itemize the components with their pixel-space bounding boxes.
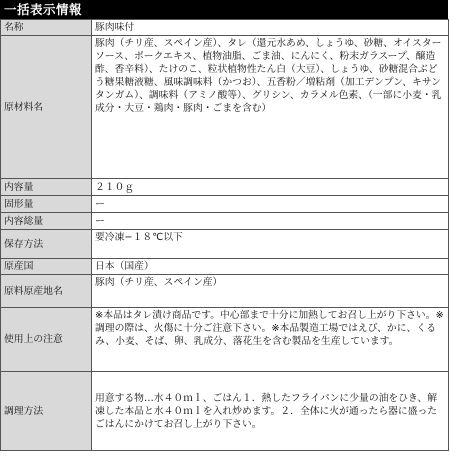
label-info-table xyxy=(0,19,449,451)
table-row-net-content xyxy=(1,179,449,196)
caution-text: ※本品はタレ漬け商品です。中心部まで十分に加熱してお召し上がり下さい。※調理の際は、火傷に十分ご注意下さい。※本品製造工場ではえび、かに、くるみ、小麦、そば、卵、乳成分、落花生を含む製品を生産しています。 xyxy=(95,310,444,347)
table-row-storage xyxy=(1,230,449,259)
row-label-cooking: 調理方法 xyxy=(1,372,92,451)
row-value-raw-origin: 豚肉（チリ産、スペイン産） xyxy=(92,275,449,308)
row-label-net-content: 内容量 xyxy=(1,179,92,196)
row-value-caution xyxy=(92,308,449,372)
cooking-text: 用意する物…水４０ｍｌ、ごはん１．熱したフライパンに少量の油をひき、解凍した本品と水４０ｍｌを入れ炒めます。２．全体に火が通ったら器に盛ったごはんにかけてお召し上がり下さい。 xyxy=(95,392,438,430)
table-row-total-content xyxy=(1,213,449,230)
row-value-net-content: ２１０ｇ xyxy=(92,179,449,196)
row-value-name: 豚肉味付 xyxy=(92,20,449,36)
row-label-storage: 保存方法 xyxy=(1,230,92,259)
table-row-country xyxy=(1,259,449,275)
row-value-total-content: ー xyxy=(92,213,449,230)
row-label-caution: 使用上の注意 xyxy=(1,308,92,372)
row-value-cooking xyxy=(92,372,449,451)
row-label-name: 名称 xyxy=(1,20,92,36)
row-label-raw-origin: 原料原産地名 xyxy=(1,275,92,308)
row-label-country: 原産国 xyxy=(1,259,92,275)
row-label-solid-content: 固形量 xyxy=(1,196,92,213)
ingredients-text: 豚肉（チリ産、スペイン産）、タレ（還元水あめ、しょうゆ、砂糖、オイスターソース、ポークエキス、植物油脂、ごま油、にんにく、粉末ガラスープ、醸造酢、香辛料）、たけのこ、粒状植物性たん白（大豆）、しょうゆ、砂糖混合ぶどう糖果糖液糖、風味調味料（かつお）、五香粉／増粘剤（加工デンプン、キサンタンガム）、調味料（アミノ酸等）、グリシン、カラメル色素、（一部に小麦・乳成分・大豆・鶏肉・豚肉・ごまを含む） xyxy=(95,38,442,114)
row-label-total-content: 内容総量 xyxy=(1,213,92,230)
table-row-caution xyxy=(1,308,449,372)
row-label-ingredients: 原材料名 xyxy=(1,36,92,179)
page-title: 一括表示情報 xyxy=(0,0,448,19)
row-value-solid-content: ー xyxy=(92,196,449,213)
row-value-storage: 要冷凍−１８℃以下 xyxy=(92,230,449,259)
table-row-name xyxy=(1,20,449,36)
table-row-ingredients xyxy=(1,36,449,179)
table-row-raw-origin xyxy=(1,275,449,308)
table-row-cooking xyxy=(1,372,449,451)
table-row-solid-content xyxy=(1,196,449,213)
row-value-country: 日本（国産） xyxy=(92,259,449,275)
row-value-ingredients xyxy=(92,36,449,179)
